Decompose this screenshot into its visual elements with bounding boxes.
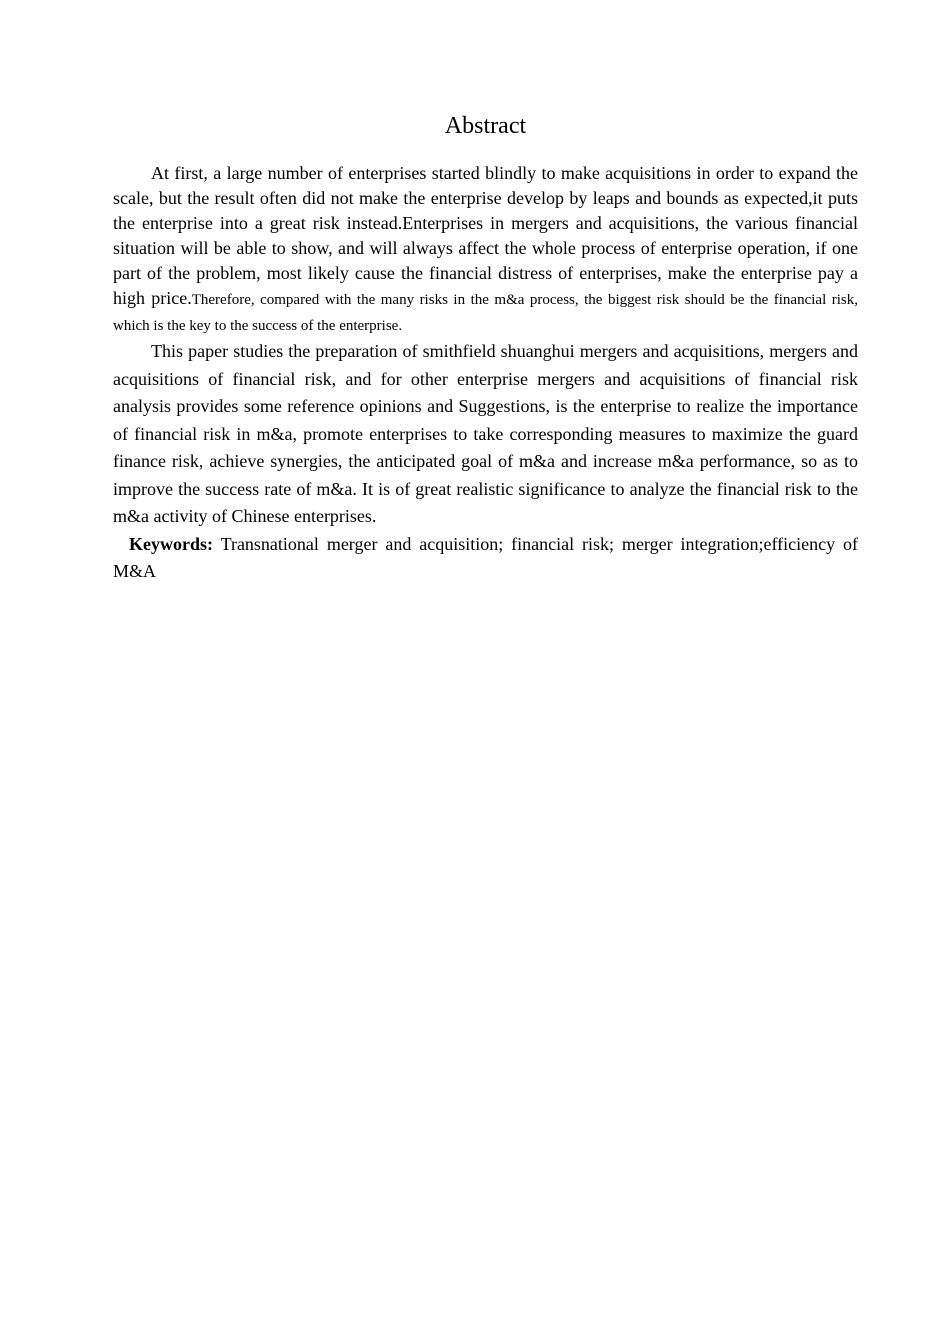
paragraph-1-small-text: Therefore, compared with the many risks in the m&a process, the biggest risk should be the financial risk, which is the key to the success of the enterprise.	[113, 292, 858, 334]
abstract-section	[113, 108, 858, 586]
abstract-paragraph-1	[113, 161, 858, 338]
keywords-label: Keywords:	[129, 533, 213, 554]
keywords-text: Transnational merger and acquisition; financial risk; merger integration;efficiency of M&A	[113, 533, 858, 581]
abstract-title: Abstract	[444, 113, 527, 139]
keywords-line	[113, 531, 858, 586]
paragraph-1-main-text: At first, a large number of enterprises started blindly to make acquisitions in order to expand the scale, but the result often did not make the enterprise develop by leaps and bounds as expected,it puts the enterprise into a great risk instead.Enterprises in mergers and acquisitions, the various financial situation will be able to show, and will always affect the whole process of enterprise operation, if one part of the problem, most likely cause the financial distress of enterprises, make the enterprise pay a high price.	[113, 163, 858, 308]
abstract-paragraph-2: This paper studies the preparation of smithfield shuanghui mergers and acquisitions, mergers and acquisitions of financial risk, and for other enterprise mergers and acquisitions of financial risk analysis provides some reference opinions and Suggestions, is the enterprise to realize the importance of financial risk in m&a, promote enterprises to take corresponding measures to maximize the guard finance risk, achieve synergies, the anticipated goal of m&a and increase m&a performance, so as to improve the success rate of m&a. It is of great realistic significance to analyze the financial risk to the m&a activity of Chinese enterprises.	[113, 341, 858, 526]
